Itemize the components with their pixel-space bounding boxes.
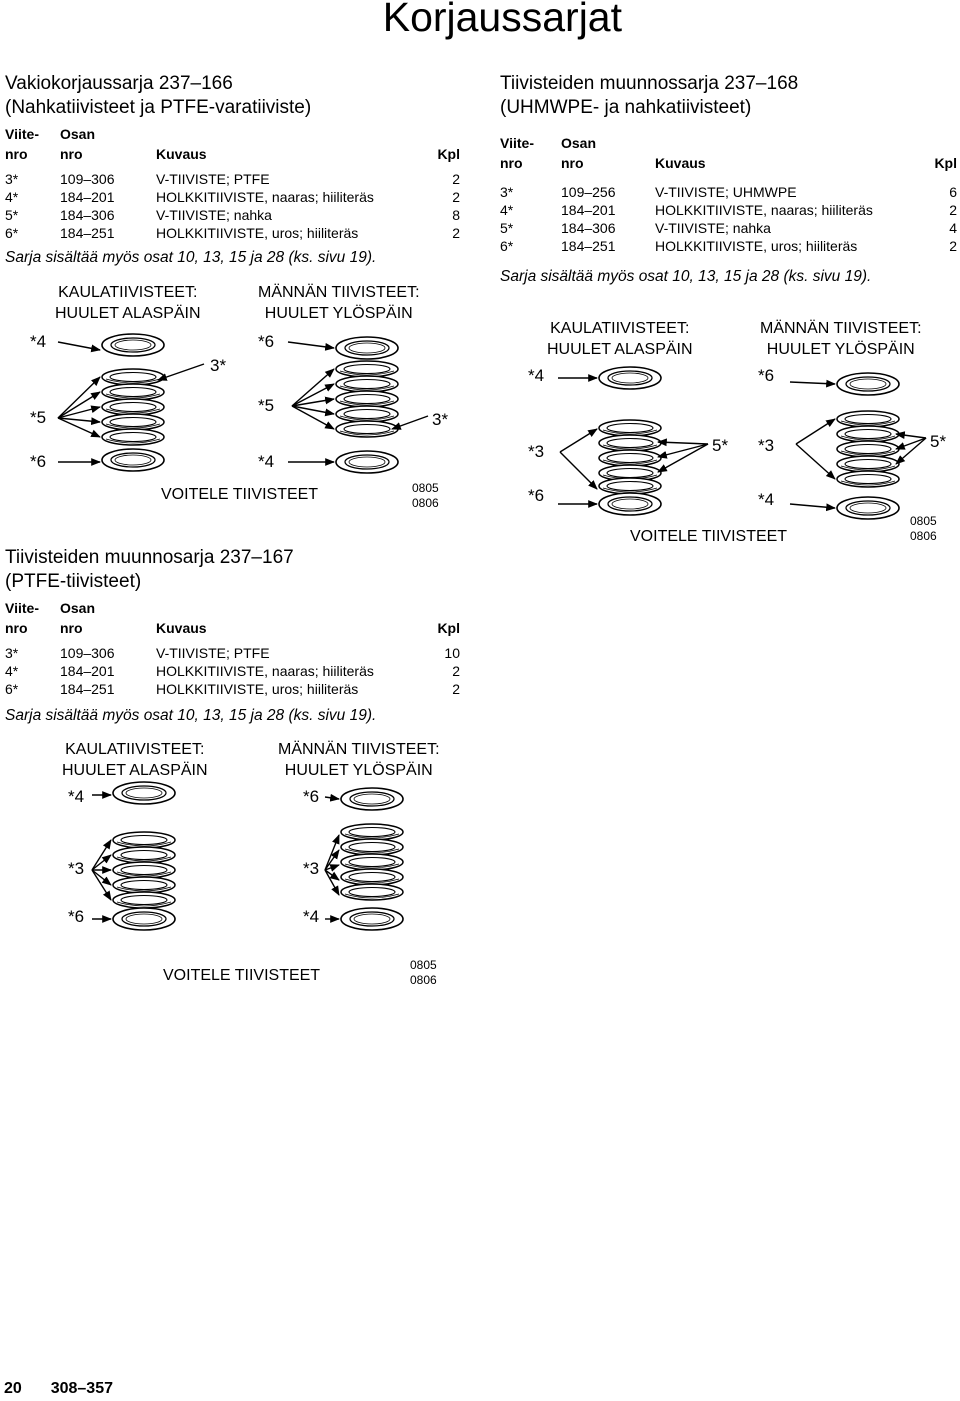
callout-label: *3 [68,859,85,878]
callout-label: *6 [30,452,47,471]
piston-seals-heading: MÄNNÄN TIIVISTEET: HUULET YLÖSPÄIN [278,741,440,779]
callout-label: *6 [258,332,275,351]
kit-237-168 [500,72,957,286]
figure-codes: 0805 0806 [910,514,937,543]
table-row: 5* 184–306 V-TIIVISTE; nahka 4 [500,220,957,236]
table-row: 3* 109–306 V-TIIVISTE; PTFE 10 [5,645,460,661]
kit-note: Sarja sisältää myös osat 10, 13, 15 ja 28 (ks. sivu 19). [5,249,377,266]
seal-diagram-237-166 [0,278,470,518]
table-row: 6* 184–251 HOLKKITIIVISTE, uros; hiiliteräs 2 [5,681,460,697]
callout-label: *4 [68,787,85,806]
kit-237-166 [5,72,460,267]
callout-label: *5 [258,396,275,415]
table-row: 5* 184–306 V-TIIVISTE; nahka 8 [5,207,460,223]
callout-label: *4 [528,366,545,385]
kit-title: Tiivisteiden muunnossarja 237–168 [500,73,799,94]
neck-seals-heading: KAULATIIVISTEET: HUULET ALASPÄIN [547,320,693,358]
callout-label: 5* [712,436,729,455]
callout-label: *6 [303,787,320,806]
lubricate-seals-note: VOITELE TIIVISTEET [163,967,321,984]
page-number: 20 [4,1380,22,1397]
callout-label: *5 [30,408,47,427]
kit-note: Sarja sisältää myös osat 10, 13, 15 ja 28 (ks. sivu 19). [5,707,377,724]
col-part-2: nro [60,146,83,162]
col-qty: Kpl [437,146,460,162]
col-ref-1: Viite- [5,126,39,142]
neck-seals-heading: KAULATIIVISTEET: HUULET ALASPÄIN [55,284,201,322]
table-row: 3* 109–306 V-TIIVISTE; PTFE 2 [5,171,460,187]
kit-237-167 [5,546,460,725]
kit-subtitle: (Nahkatiivisteet ja PTFE-varatiiviste) [5,97,312,118]
callout-label: *6 [528,486,545,505]
table-header: Viite- nro Osan nro Kuvaus Kpl [5,600,460,636]
piston-seals-heading: MÄNNÄN TIIVISTEET: HUULET YLÖSPÄIN [258,284,420,322]
kit-subtitle: (UHMWPE- ja nahkatiivisteet) [500,97,752,118]
callout-label: 3* [432,410,449,429]
callout-label: *3 [758,436,775,455]
callout-label: *4 [30,332,47,351]
callout-label: 5* [930,432,947,451]
table-row: 4* 184–201 HOLKKITIIVISTE, naaras; hiiliteräs 2 [5,663,460,679]
table-row: 3* 109–256 V-TIIVISTE; UHMWPE 6 [500,184,957,200]
callout-label: *3 [303,859,320,878]
page-footer [4,1380,113,1398]
figure-codes: 0805 0806 [412,481,439,510]
seal-diagram-237-167 [0,735,470,995]
seal-diagram-237-168 [490,314,960,564]
kit-subtitle: (PTFE-tiivisteet) [5,571,142,592]
document-number: 308–357 [50,1380,113,1397]
kit-note: Sarja sisältää myös osat 10, 13, 15 ja 28 (ks. sivu 19). [500,268,872,285]
callout-label: *6 [758,366,775,385]
table-row: 4* 184–201 HOLKKITIIVISTE, naaras; hiiliteräs 2 [500,202,957,218]
callout-label: *3 [528,442,545,461]
lubricate-seals-note: VOITELE TIIVISTEET [630,528,788,545]
callout-label: 3* [210,356,227,375]
callout-label: *6 [68,907,85,926]
col-desc: Kuvaus [156,146,207,162]
table-row: 6* 184–251 HOLKKITIIVISTE, uros; hiiliteräs 2 [5,225,460,241]
lubricate-seals-note: VOITELE TIIVISTEET [161,486,319,503]
table-header: Viite- nro Osan nro Kuvaus Kpl [500,135,957,171]
callout-label: *4 [758,490,775,509]
kit-title: Tiivisteiden muunnosarja 237–167 [5,547,294,568]
table-header [5,124,460,164]
col-part-1: Osan [60,126,96,142]
neck-seals-heading: KAULATIIVISTEET: HUULET ALASPÄIN [62,741,208,779]
kit-title: Vakiokorjaussarja 237–166 [5,73,233,94]
table-row: 4* 184–201 HOLKKITIIVISTE, naaras; hiiliteräs 2 [5,189,460,205]
piston-seals-heading: MÄNNÄN TIIVISTEET: HUULET YLÖSPÄIN [760,320,922,358]
figure-codes: 0805 0806 [410,958,437,987]
col-ref-2: nro [5,146,28,162]
table-row: 6* 184–251 HOLKKITIIVISTE, uros; hiiliteräs 2 [500,238,957,254]
callout-label: *4 [258,452,275,471]
page-title: Korjaussarjat [382,0,622,40]
callout-label: *4 [303,907,320,926]
